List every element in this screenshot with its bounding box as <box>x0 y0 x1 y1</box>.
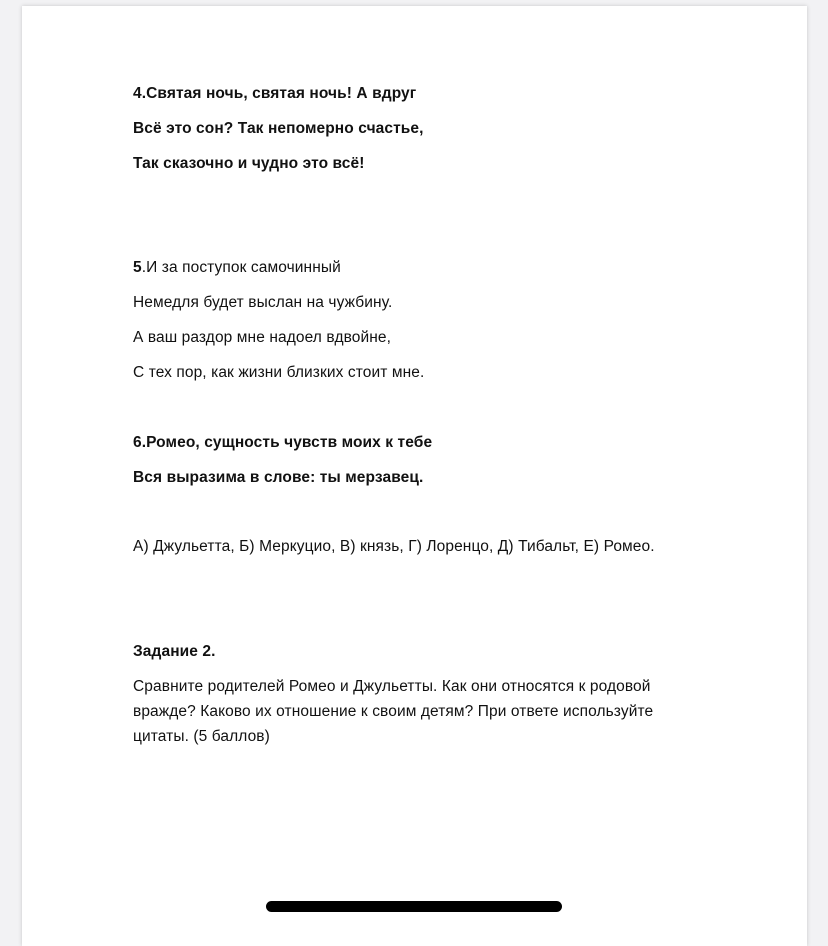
q5-line-1 <box>133 258 341 278</box>
document-page <box>22 6 807 946</box>
home-indicator[interactable] <box>266 901 562 912</box>
q6-line-2: Вся выразима в слове: ты мерзавец. <box>133 469 424 486</box>
answer-options: А) Джульетта, Б) Меркуцио, В) князь, Г) Лоренцо, Д) Тибальт, Е) Ромео. <box>133 538 655 555</box>
task2-heading: Задание 2. <box>133 643 216 660</box>
q5-line-1-text: .И за поступок самочинный <box>141 259 341 276</box>
q5-line-4: С тех пор, как жизни близких стоит мне. <box>133 364 425 381</box>
q5-number: 5 <box>133 259 142 276</box>
q5-line-2: Немедля будет выслан на чужбину. <box>133 294 393 311</box>
q4-line-1: 4.Святая ночь, святая ночь! А вдруг <box>133 85 417 102</box>
q6-line-1: 6.Ромео, сущность чувств моих к тебе <box>133 434 433 451</box>
q4-line-3: Так сказочно и чудно это всё! <box>133 155 365 172</box>
q4-line-2: Всё это сон? Так непомерно счастье, <box>133 120 424 137</box>
q5-line-3: А ваш раздор мне надоел вдвойне, <box>133 329 392 346</box>
task2-text: Сравните родителей Ромео и Джульетты. Как они относятся к родовой вражде? Каково их отношение к своим детям? При ответе используйте цитаты. (5 баллов) <box>133 678 654 745</box>
